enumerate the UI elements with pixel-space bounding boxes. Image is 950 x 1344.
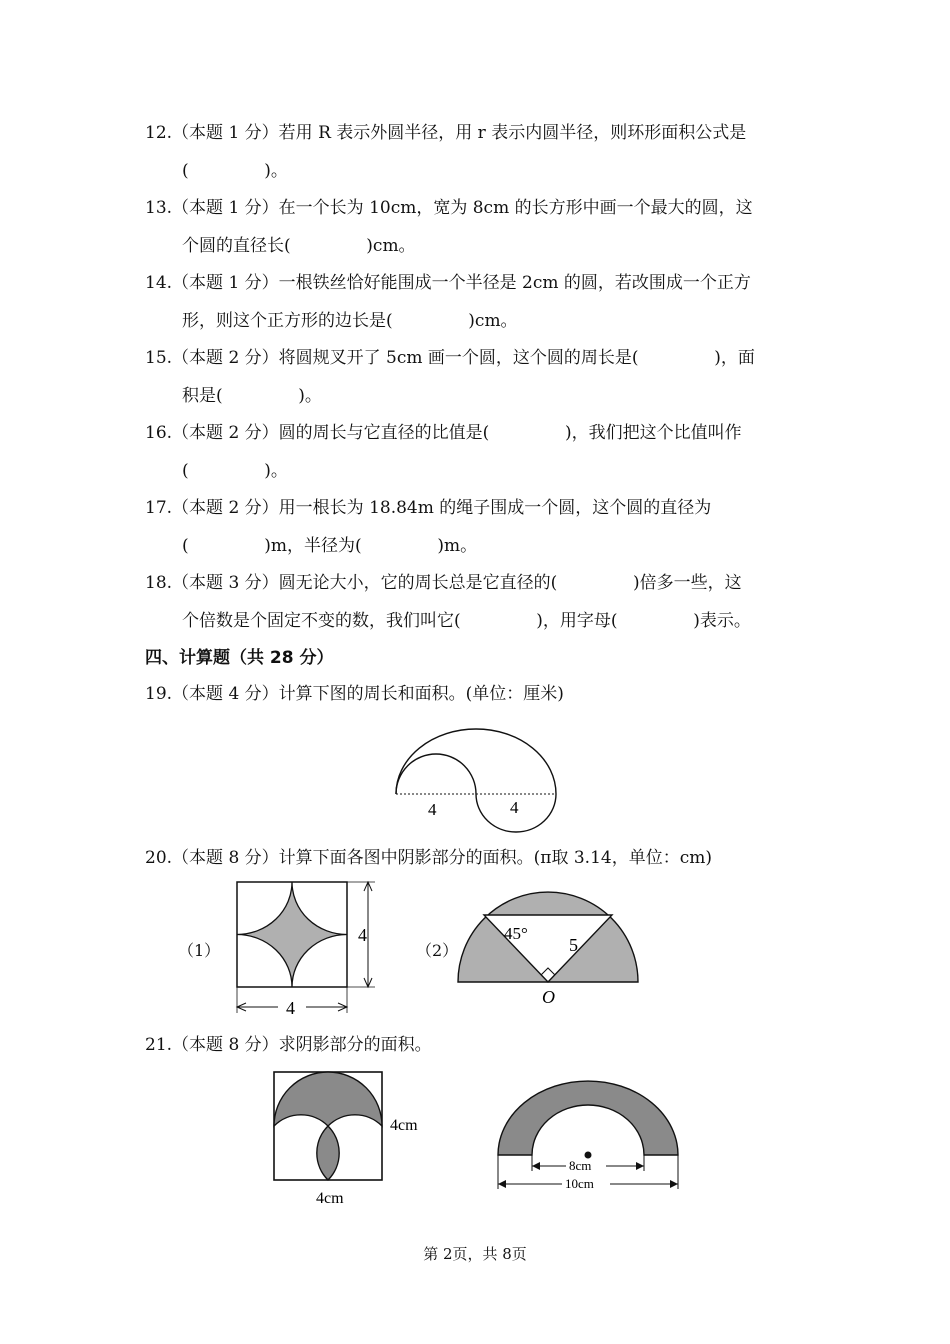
q20-fig2-side: 5: [569, 935, 578, 955]
q20-fig1-side-label: 4: [358, 925, 367, 945]
q19-figure: [380, 715, 560, 835]
q17-line1: 17.（本题 2 分）用一根长为 18.84m 的绳子围成一个圆，这个圆的直径为: [145, 498, 712, 518]
q14-line1: 14.（本题 1 分）一根铁丝恰好能围成一个半径是 2cm 的圆，若改围成一个正方: [145, 273, 751, 293]
q15-line1: 15.（本题 2 分）将圆规叉开了 5cm 画一个圆，这个圆的周长是( )，面: [145, 348, 755, 368]
q16-line2: ( )。: [182, 461, 288, 481]
q20-fig1-bottom-label: 4: [286, 998, 295, 1015]
q13-line2: 个圆的直径长( )cm。: [182, 236, 416, 256]
q19-text: 19.（本题 4 分）计算下图的周长和面积。(单位：厘米): [145, 684, 564, 704]
q21-fig2-outer-label: 10cm: [565, 1176, 594, 1191]
q20-fig1-label: （1）: [178, 941, 221, 960]
q14-line2: 形，则这个正方形的边长是( )cm。: [182, 311, 518, 331]
q20-fig2-center: O: [542, 987, 555, 1007]
q18-line2: 个倍数是个固定不变的数，我们叫它( )，用字母( )表示。: [182, 611, 751, 631]
q20-fig1: [230, 875, 390, 1015]
q18-line1: 18.（本题 3 分）圆无论大小，它的周长总是它直径的( )倍多一些，这: [145, 573, 742, 593]
q19-big-arc: [396, 729, 556, 794]
q21-fig1-side-label: 4cm: [390, 1117, 418, 1134]
q21-fig2-ring: [498, 1081, 678, 1155]
q12-line1: 12.（本题 1 分）若用 R 表示外圆半径，用 r 表示内圆半径，则环形面积公式是: [145, 123, 747, 143]
q17-line2: ( )m，半径为( )m。: [182, 536, 478, 556]
q20-fig2: [452, 885, 647, 1010]
q19-label-left: 4: [428, 800, 437, 819]
q21-fig2: [492, 1075, 687, 1197]
q16-line1: 16.（本题 2 分）圆的周长与它直径的比值是( )，我们把这个比值叫作: [145, 423, 742, 443]
q20-text: 20.（本题 8 分）计算下面各图中阴影部分的面积。(π取 3.14，单位：cm): [145, 848, 712, 868]
q15-line2: 积是( )。: [182, 386, 322, 406]
page-footer: 第 2页，共 8页: [423, 1245, 527, 1263]
q20-fig1-shaded-star: [237, 882, 347, 987]
section-heading: 四、计算题（共 28 分）: [145, 648, 334, 668]
q20-fig2-angle: 45°: [504, 924, 528, 943]
q21-fig1: [268, 1066, 438, 1210]
q20-fig2-label: （2）: [416, 941, 459, 960]
q19-label-right: 4: [510, 798, 519, 817]
q12-line2: ( )。: [182, 161, 288, 181]
q13-line1: 13.（本题 1 分）在一个长为 10cm，宽为 8cm 的长方形中画一个最大的圆，这: [145, 198, 753, 218]
q21-fig2-inner-label: 8cm: [569, 1158, 592, 1173]
q21-text: 21.（本题 8 分）求阴影部分的面积。: [145, 1035, 432, 1055]
q21-fig1-bottom-label: 4cm: [316, 1190, 344, 1207]
